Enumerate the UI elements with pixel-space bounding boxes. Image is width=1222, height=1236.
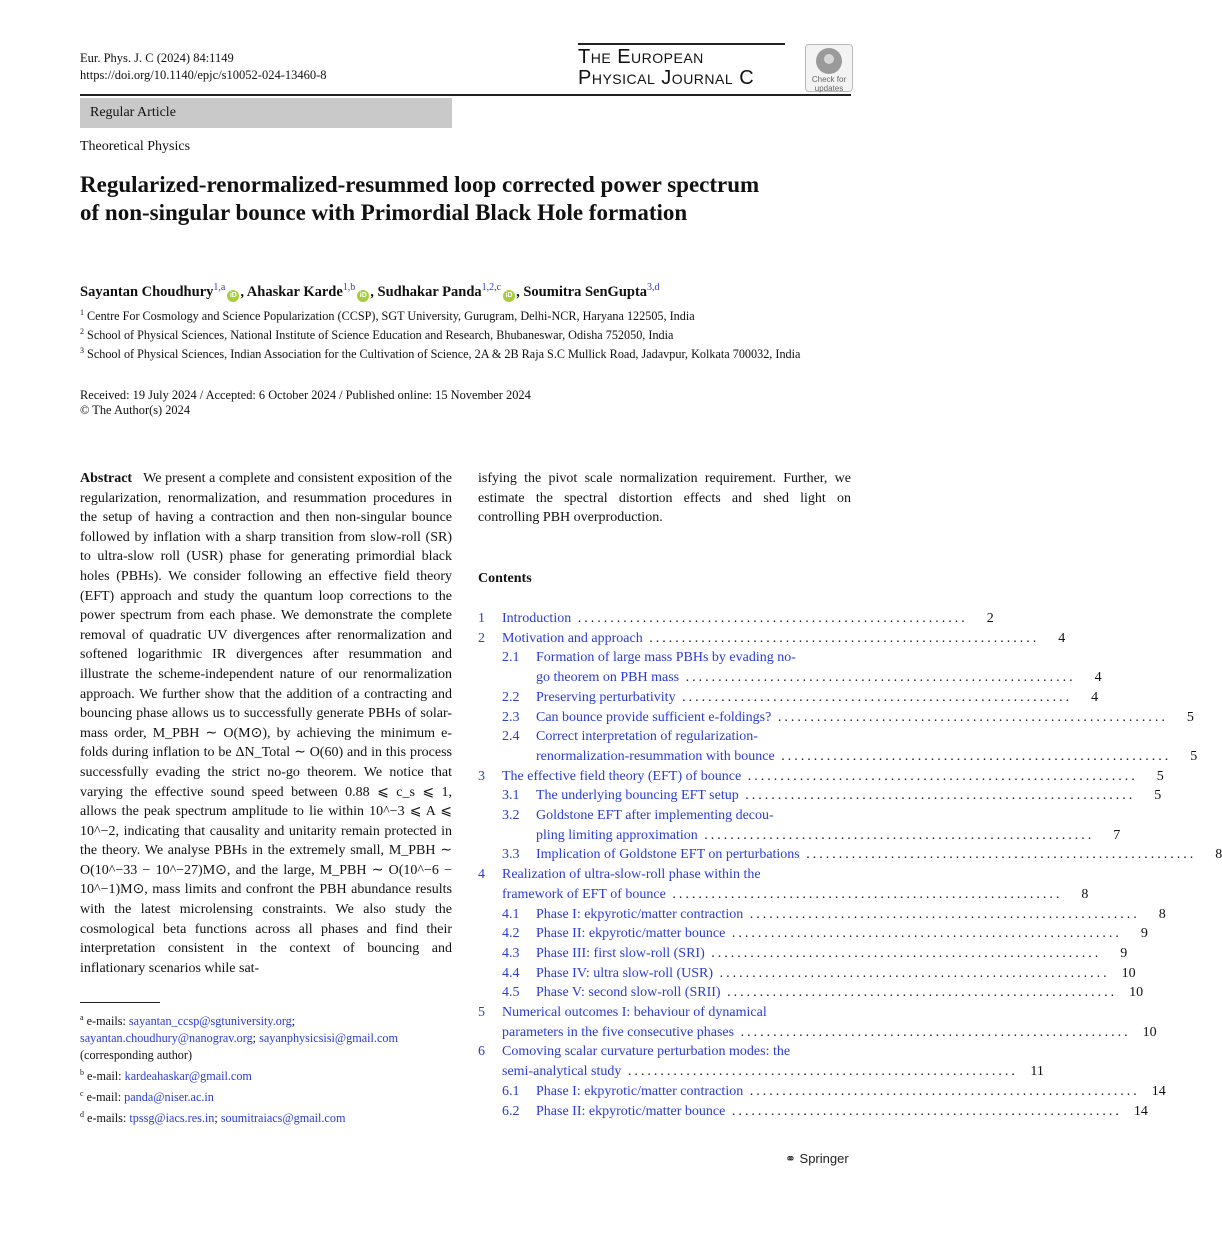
email-link[interactable]: panda@niser.ac.in <box>124 1090 214 1105</box>
toc-title[interactable]: renormalization-resummation with bounce ............................................................ <box>536 748 1172 764</box>
toc-entry[interactable] <box>478 1023 1157 1043</box>
abstract-text: We present a complete and consistent exposition of the regularization, renormalization, and resummation procedures in the setup of having a contraction and then non-singular bounce followed by inflation with a sharp transition from slow-roll (SR) to ultra-slow roll (USR) phase for generating primordial black holes (PBHs). We consider following an effective field theory (EFT) approach and study the quantum loop corrections to the power spectrum from each phase. We demonstrate the complete removal of quadratic UV divergences after renormalization and softened logarithmic IR divergences after resummation and illustrate the scheme-independent nature of our renormalization approach. We further show that the addition of a contracting and bouncing phase allows us to successfully generate PBHs of solar-mass order, M_PBH ∼ O(M⊙), by achieving the minimum e-folds during inflation to be ΔN_Total ∼ O(60) and in this process successfully evading the strict no-go theorem. We notice that varying the effective sound speed between 0.88 ⩽ c_s ⩽ 1, allows the peak spectrum amplitude to lie within 10^−3 ⩽ A ⩽ 10^−2, indicating that causality and unitarity remain protected in the theory. We analyse PBHs in the extremely small, M_PBH ∼ O(10^−33 − 10^−27)M⊙, and the large, M_PBH ∼ O(10^−6 − 10^−1)M⊙, mass limits and confront the PBH abundance results with the latest microlensing constraints. We also study the cosmological beta functions across all phases and find their interpretation consistent in the context of bouncing and inflationary scenarios while sat- <box>80 471 453 976</box>
toc-entry[interactable] <box>478 609 994 629</box>
toc-page-number: 5 <box>1156 768 1164 784</box>
updates-label-2: updates <box>814 84 844 93</box>
toc-page-number: 8 <box>1215 847 1222 863</box>
toc-number <box>478 1062 502 1082</box>
footnote-a-cont: sayantan.choudhury@nanograv.org; sayanphysicsisi@gmail.com <box>80 1031 398 1046</box>
footnotes <box>80 1009 398 1127</box>
toc-page-number <box>825 648 851 668</box>
toc-page-number: 4 <box>1091 689 1099 705</box>
toc-page-number: 14 <box>1133 1103 1148 1119</box>
publication-dates <box>80 388 531 418</box>
toc-entry[interactable] <box>478 905 1166 925</box>
toc-entry[interactable] <box>478 1062 1044 1082</box>
toc-entry[interactable] <box>478 688 1099 708</box>
footnote-b: $^b$ e-mail: kardeahaskar@gmail.com <box>80 1068 252 1084</box>
abstract-left-column <box>80 469 452 978</box>
author-name: Sayantan Choudhury <box>80 283 214 300</box>
toc-page-number: 8 <box>1081 886 1089 902</box>
toc-entry[interactable] <box>478 1003 851 1023</box>
toc-number <box>502 747 536 767</box>
toc-title[interactable]: Comoving scalar curvature perturbation modes: the <box>502 1044 791 1060</box>
author-affil-marker[interactable]: 3,d <box>647 282 660 293</box>
author-name: Soumitra SenGupta <box>523 283 648 300</box>
toc-entry[interactable] <box>478 983 1144 1003</box>
toc-number <box>478 1023 502 1043</box>
author-name: Sudhakar Panda <box>377 283 482 300</box>
email-link[interactable]: kardeahaskar@gmail.com <box>124 1069 252 1084</box>
toc-number: 4.2 <box>502 926 520 942</box>
affiliations <box>80 305 800 362</box>
toc-page-number <box>825 1042 851 1062</box>
check-for-updates-icon <box>816 48 842 74</box>
toc-title[interactable]: Formation of large mass PBHs by evading no- <box>536 650 796 666</box>
toc-page-number <box>825 865 851 885</box>
toc-page-number <box>825 806 851 826</box>
publisher-name: Springer <box>799 1151 849 1166</box>
journal-citation: Eur. Phys. J. C (2024) 84:1149 <box>80 51 234 65</box>
toc-page-number: 11 <box>1030 1064 1044 1080</box>
toc-entry[interactable] <box>478 865 851 885</box>
toc-title[interactable]: Phase III: first slow-roll (SRI) ............................................................ <box>536 945 1102 961</box>
dates-line: Received: 19 July 2024 / Accepted: 6 October 2024 / Published online: 15 November 2024 <box>80 388 531 402</box>
toc-title[interactable]: Phase I: ekpyrotic/matter contraction ............................................................ <box>536 906 1140 922</box>
toc-title[interactable]: Phase V: second slow-roll (SRII) ............................................................ <box>536 985 1118 1001</box>
toc-entry[interactable] <box>478 885 1089 905</box>
toc-title[interactable]: The underlying bouncing EFT setup ............................................................ <box>536 788 1136 804</box>
toc-page-number: 7 <box>1113 827 1121 843</box>
footnote-d: $^d$ e-mails: tpssg@iacs.res.in; soumitraiacs@gmail.com <box>80 1110 346 1126</box>
toc-page-number: 5 <box>1154 788 1162 804</box>
affiliation: $^3$ School of Physical Sciences, Indian Association for the Cultivation of Science, 2A & 2B Raja S.C Mullick Road, Jadavpur, Kolkata 700032, India <box>80 346 801 362</box>
toc-entry[interactable] <box>478 924 1148 944</box>
toc-page-number: 5 <box>1190 748 1198 764</box>
doi-link[interactable]: https://doi.org/10.1140/epjc/s10052-024-13460-8 <box>80 68 327 82</box>
toc-number: 2.2 <box>502 689 520 705</box>
toc-entry[interactable] <box>478 1082 1166 1102</box>
journal-reference <box>80 50 327 84</box>
author-affil-marker[interactable]: 1,b <box>342 282 356 293</box>
copyright-line: © The Author(s) 2024 <box>80 403 191 417</box>
toc-entry[interactable] <box>478 767 1164 787</box>
toc-page-number: 4 <box>1094 670 1102 686</box>
toc-number: 4.5 <box>502 985 520 1001</box>
toc-page-number: 2 <box>986 611 994 626</box>
toc-title[interactable]: Phase IV: ultra slow-roll (USR) ............................................................ <box>536 965 1110 981</box>
email-link[interactable]: soumitraiacs@gmail.com <box>220 1111 346 1126</box>
springer-horse-icon: ⚭ <box>785 1151 796 1166</box>
abstract-heading: Abstract <box>80 471 133 486</box>
toc-entry[interactable] <box>478 727 851 747</box>
toc-title[interactable]: Motivation and approach ............................................................ <box>502 630 1040 646</box>
toc-page-number: 9 <box>1120 945 1128 961</box>
toc-title[interactable]: Phase II: ekpyrotic/matter bounce ............................................................ <box>536 1103 1122 1119</box>
toc-number: 3.3 <box>502 847 520 863</box>
email-link[interactable]: sayanphysicsisi@gmail.com <box>259 1031 398 1046</box>
toc-page-number: 8 <box>1158 906 1166 922</box>
paper-title: Regularized-renormalized-resummed loop corrected power spectrum of non-singular bounce with Primordial Black Hole formation <box>80 172 760 225</box>
toc-title[interactable]: Numerical outcomes I: behaviour of dynamical <box>502 1005 767 1021</box>
toc-number: 1 <box>478 611 485 626</box>
toc-title[interactable]: parameters in the five consecutive phases ............................................................ <box>502 1024 1131 1040</box>
toc-number <box>478 885 502 905</box>
orcid-icon[interactable]: iD <box>227 290 239 302</box>
toc-entry[interactable] <box>478 944 1128 964</box>
updates-label-1: Check for <box>811 75 847 84</box>
toc-page-number: 9 <box>1140 926 1148 942</box>
toc-number: 6.1 <box>502 1083 520 1099</box>
toc-title[interactable]: Correct interpretation of regularization- <box>536 729 758 745</box>
toc-title[interactable]: Goldstone EFT after implementing decou- <box>536 808 774 824</box>
toc-number: 4.4 <box>502 965 520 981</box>
article-type-banner: Regular Article <box>80 98 452 128</box>
toc-number: 3.1 <box>502 788 520 804</box>
toc-entry[interactable] <box>478 648 851 668</box>
toc-entry[interactable] <box>478 786 1162 806</box>
corresponding-note: (corresponding author) <box>80 1048 193 1063</box>
section-label: Theoretical Physics <box>80 139 191 154</box>
author-name: Ahaskar Karde <box>246 283 343 300</box>
toc-title[interactable]: pling limiting approximation ............................................................ <box>536 827 1095 843</box>
affiliation: $^2$ School of Physical Sciences, National Institute of Science Education and Research, Bhubaneswar, Odisha 752050, India <box>80 327 674 343</box>
toc-page-number <box>825 1003 851 1023</box>
toc-page-number: 5 <box>1186 709 1194 725</box>
toc-page-number <box>825 727 851 747</box>
toc-number: 2 <box>478 630 485 646</box>
affiliation: $^1$ Centre For Cosmology and Science Popularization (CCSP), SGT University, Gurugram, Delhi-NCR, Haryana 122505, India <box>80 308 695 324</box>
table-of-contents <box>478 609 1222 1121</box>
author-list: Sayantan Choudhury$^{1,a}$iD , Ahaskar Karde$^{1,b}$iD , Sudhakar Panda$^{1,2,c}$iD , Soumitra SenGupta$^{3,d}$ <box>80 282 660 300</box>
header-rule <box>80 94 851 96</box>
toc-number: 5 <box>478 1005 485 1021</box>
toc-number: 4.3 <box>502 945 520 961</box>
publisher-logo <box>785 1151 849 1167</box>
toc-entry[interactable] <box>478 964 1136 984</box>
toc-number: 4 <box>478 867 485 883</box>
author-affil-marker[interactable]: 1,a <box>213 282 226 293</box>
toc-entry[interactable] <box>478 629 1066 649</box>
email-link[interactable]: tpssg@iacs.res.in <box>129 1111 215 1126</box>
journal-brand-line1: The European <box>578 46 704 68</box>
toc-entry[interactable] <box>478 1042 851 1062</box>
toc-title[interactable]: semi-analytical study ............................................................ <box>502 1064 1018 1080</box>
toc-number <box>502 668 536 688</box>
toc-number: 2.4 <box>502 729 520 745</box>
toc-number: 3 <box>478 768 485 784</box>
toc-page-number: 10 <box>1121 965 1136 981</box>
toc-number: 6 <box>478 1044 485 1060</box>
toc-number: 2.3 <box>502 709 520 725</box>
email-link[interactable]: sayantan.choudhury@nanograv.org <box>80 1031 253 1046</box>
toc-title[interactable]: go theorem on PBH mass ............................................................ <box>536 670 1076 686</box>
toc-page-number: 10 <box>1129 985 1144 1001</box>
journal-brand-line2: Physical Journal C <box>578 67 755 89</box>
orcid-icon[interactable]: iD <box>357 290 369 302</box>
toc-number <box>502 826 536 846</box>
contents-heading: Contents <box>478 571 532 586</box>
toc-number: 6.2 <box>502 1103 520 1119</box>
footnote-c: $^c$ e-mail: panda@niser.ac.in <box>80 1089 214 1105</box>
toc-title[interactable]: Realization of ultra-slow-roll phase within the <box>502 867 761 883</box>
toc-title[interactable]: Phase II: ekpyrotic/matter bounce ............................................................ <box>536 926 1122 942</box>
toc-page-number: 14 <box>1151 1083 1166 1099</box>
toc-number: 2.1 <box>502 650 520 666</box>
toc-title[interactable]: framework of EFT of bounce ............................................................ <box>502 886 1063 902</box>
toc-entry[interactable] <box>478 806 851 826</box>
toc-title[interactable]: Can bounce provide sufficient e-foldings? ............................................................ <box>536 709 1168 725</box>
toc-page-number: 10 <box>1142 1024 1157 1040</box>
check-for-updates-badge[interactable] <box>805 44 853 92</box>
email-link[interactable]: sayantan_ccsp@sgtuniversity.org <box>128 1014 292 1029</box>
orcid-icon[interactable]: iD <box>503 290 515 302</box>
toc-number: 3.2 <box>502 808 520 824</box>
journal-brand <box>578 43 785 89</box>
toc-title[interactable]: Phase I: ekpyrotic/matter contraction ............................................................ <box>536 1083 1140 1099</box>
toc-entry[interactable] <box>478 845 1222 865</box>
toc-title[interactable]: Introduction ............................................................ <box>502 611 968 626</box>
toc-entry[interactable] <box>478 1102 1148 1122</box>
footnote-rule <box>80 1002 160 1003</box>
toc-entry[interactable] <box>478 708 1194 728</box>
footnote-a: $^a$ e-mails: sayantan_ccsp@sgtuniversity.org; <box>80 1013 296 1029</box>
toc-page-number: 4 <box>1058 630 1066 646</box>
toc-entry[interactable] <box>478 826 1121 846</box>
abstract-right-column: isfying the pivot scale normalization requirement. Further, we estimate the spectral distortion effects and shed light on controlling PBH overproduction. <box>478 471 851 526</box>
toc-number: 4.1 <box>502 906 520 922</box>
toc-title[interactable]: The effective field theory (EFT) of bounce ............................................................ <box>502 768 1138 784</box>
toc-entry[interactable] <box>478 747 1198 767</box>
author-affil-marker[interactable]: 1,2,c <box>481 282 502 293</box>
toc-title[interactable]: Implication of Goldstone EFT on perturbations ............................................................ <box>536 847 1197 863</box>
toc-entry[interactable] <box>478 668 1102 688</box>
toc-title[interactable]: Preserving perturbativity ............................................................ <box>536 689 1073 705</box>
